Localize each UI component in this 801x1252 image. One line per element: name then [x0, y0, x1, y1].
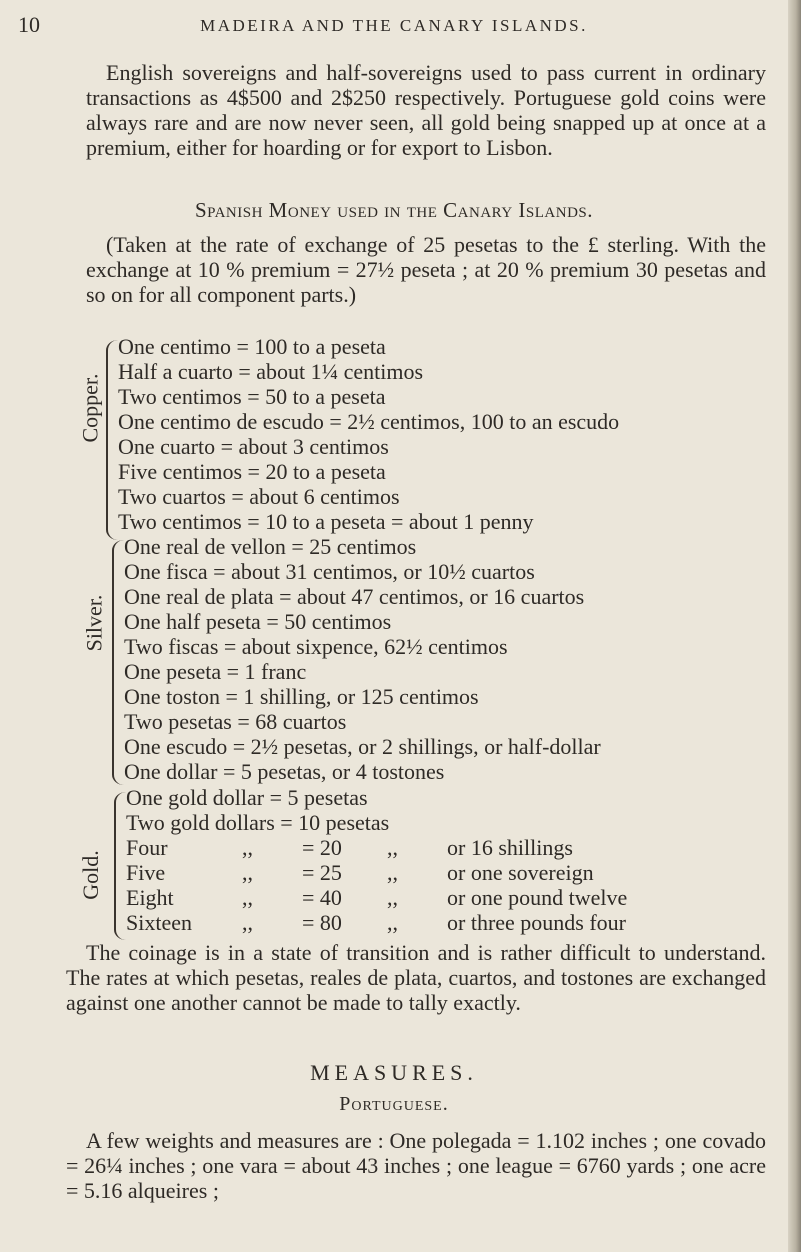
- list-item: One peseta = 1 franc: [124, 659, 307, 684]
- silver-brace: [112, 540, 124, 785]
- copper-brace: [106, 340, 118, 540]
- spanish-money-heading: Spanish Money used in the Canary Islands.: [194, 198, 594, 222]
- list-item: One half peseta = 50 centimos: [124, 609, 392, 634]
- gold-list: [126, 785, 647, 935]
- measures-paragraph: A few weights and measures are : One polegada = 1.102 inches ; one covado = 26¼ inches ; one vara = about 43 inches ; one league = 6760 yards ; one acre = 5.16 alqueires ;: [66, 1128, 766, 1203]
- gold-label: Gold.: [77, 850, 103, 900]
- exchange-note: (Taken at the rate of exchange of 25 pesetas to the £ sterling. With the exchange at 10 % premium = 27½ peseta ; at 20 % premium 30 pesetas and so on for all component parts.): [86, 232, 766, 307]
- portuguese-subtitle: Portuguese.: [339, 1093, 449, 1115]
- list-item: Half a cuarto = about 1¼ centimos: [118, 359, 424, 384]
- list-item: One toston = 1 shilling, or 125 centimos: [124, 684, 479, 709]
- gold-row: Sixteen ,, = 80 ,, or three pounds four: [126, 910, 627, 935]
- running-head: [0, 12, 788, 42]
- list-item: Two gold dollars = 10 pesetas: [126, 810, 390, 835]
- list-item: Two cuartos = about 6 centimos: [118, 484, 400, 509]
- running-title: MADEIRA AND THE CANARY ISLANDS.: [200, 16, 588, 35]
- coinage-paragraph: The coinage is in a state of transition and is rather difficult to understand. The rates at which pesetas, reales de plata, cuartos, and tostones are exchanged against one another cannot be made to tally exactly.: [66, 940, 766, 1015]
- list-item: Five centimos = 20 to a peseta: [118, 459, 386, 484]
- list-item: Two centimos = 50 to a peseta: [118, 384, 386, 409]
- opening-paragraph: English sovereigns and half-sovereigns used to pass current in ordinary transactions as 4$500 and 2$250 respectively. Portuguese gold coins were always rare and are now never seen, all gold being snapped up at once at a premium, either for hoarding or for export to Lisbon.: [86, 60, 766, 160]
- list-item: Two fiscas = about sixpence, 62½ centimos: [124, 634, 508, 659]
- list-item: One centimo de escudo = 2½ centimos, 100 to an escudo: [118, 409, 620, 434]
- list-item: One real de plata = about 47 centimos, or 16 cuartos: [124, 584, 585, 609]
- gold-row: Four ,, = 20 ,, or 16 shillings: [126, 835, 573, 860]
- list-item: Two centimos = 10 to a peseta = about 1 penny: [118, 509, 534, 534]
- page-number: 10: [18, 12, 40, 37]
- silver-list: [124, 534, 601, 784]
- gold-row: Eight ,, = 40 ,, or one pound twelve: [126, 885, 628, 910]
- list-item: One centimo = 100 to a peseta: [118, 334, 386, 359]
- list-item: One fisca = about 31 centimos, or 10½ cuartos: [124, 559, 535, 584]
- list-item: One gold dollar = 5 pesetas: [126, 785, 368, 810]
- list-item: One dollar = 5 pesetas, or 4 tostones: [124, 759, 445, 784]
- silver-label: Silver.: [81, 594, 107, 652]
- gold-brace: [114, 792, 126, 940]
- measures-title: MEASURES.: [310, 1060, 478, 1085]
- list-item: Two pesetas = 68 cuartos: [124, 709, 347, 734]
- page-edge: [788, 0, 801, 1252]
- copper-label: Copper.: [77, 373, 103, 443]
- gold-row: Five ,, = 25 ,, or one sovereign: [126, 860, 594, 885]
- list-item: One escudo = 2½ pesetas, or 2 shillings, or half-dollar: [124, 734, 601, 759]
- list-item: One cuarto = about 3 centimos: [118, 434, 389, 459]
- copper-list: [118, 334, 619, 534]
- list-item: One real de vellon = 25 centimos: [124, 534, 417, 559]
